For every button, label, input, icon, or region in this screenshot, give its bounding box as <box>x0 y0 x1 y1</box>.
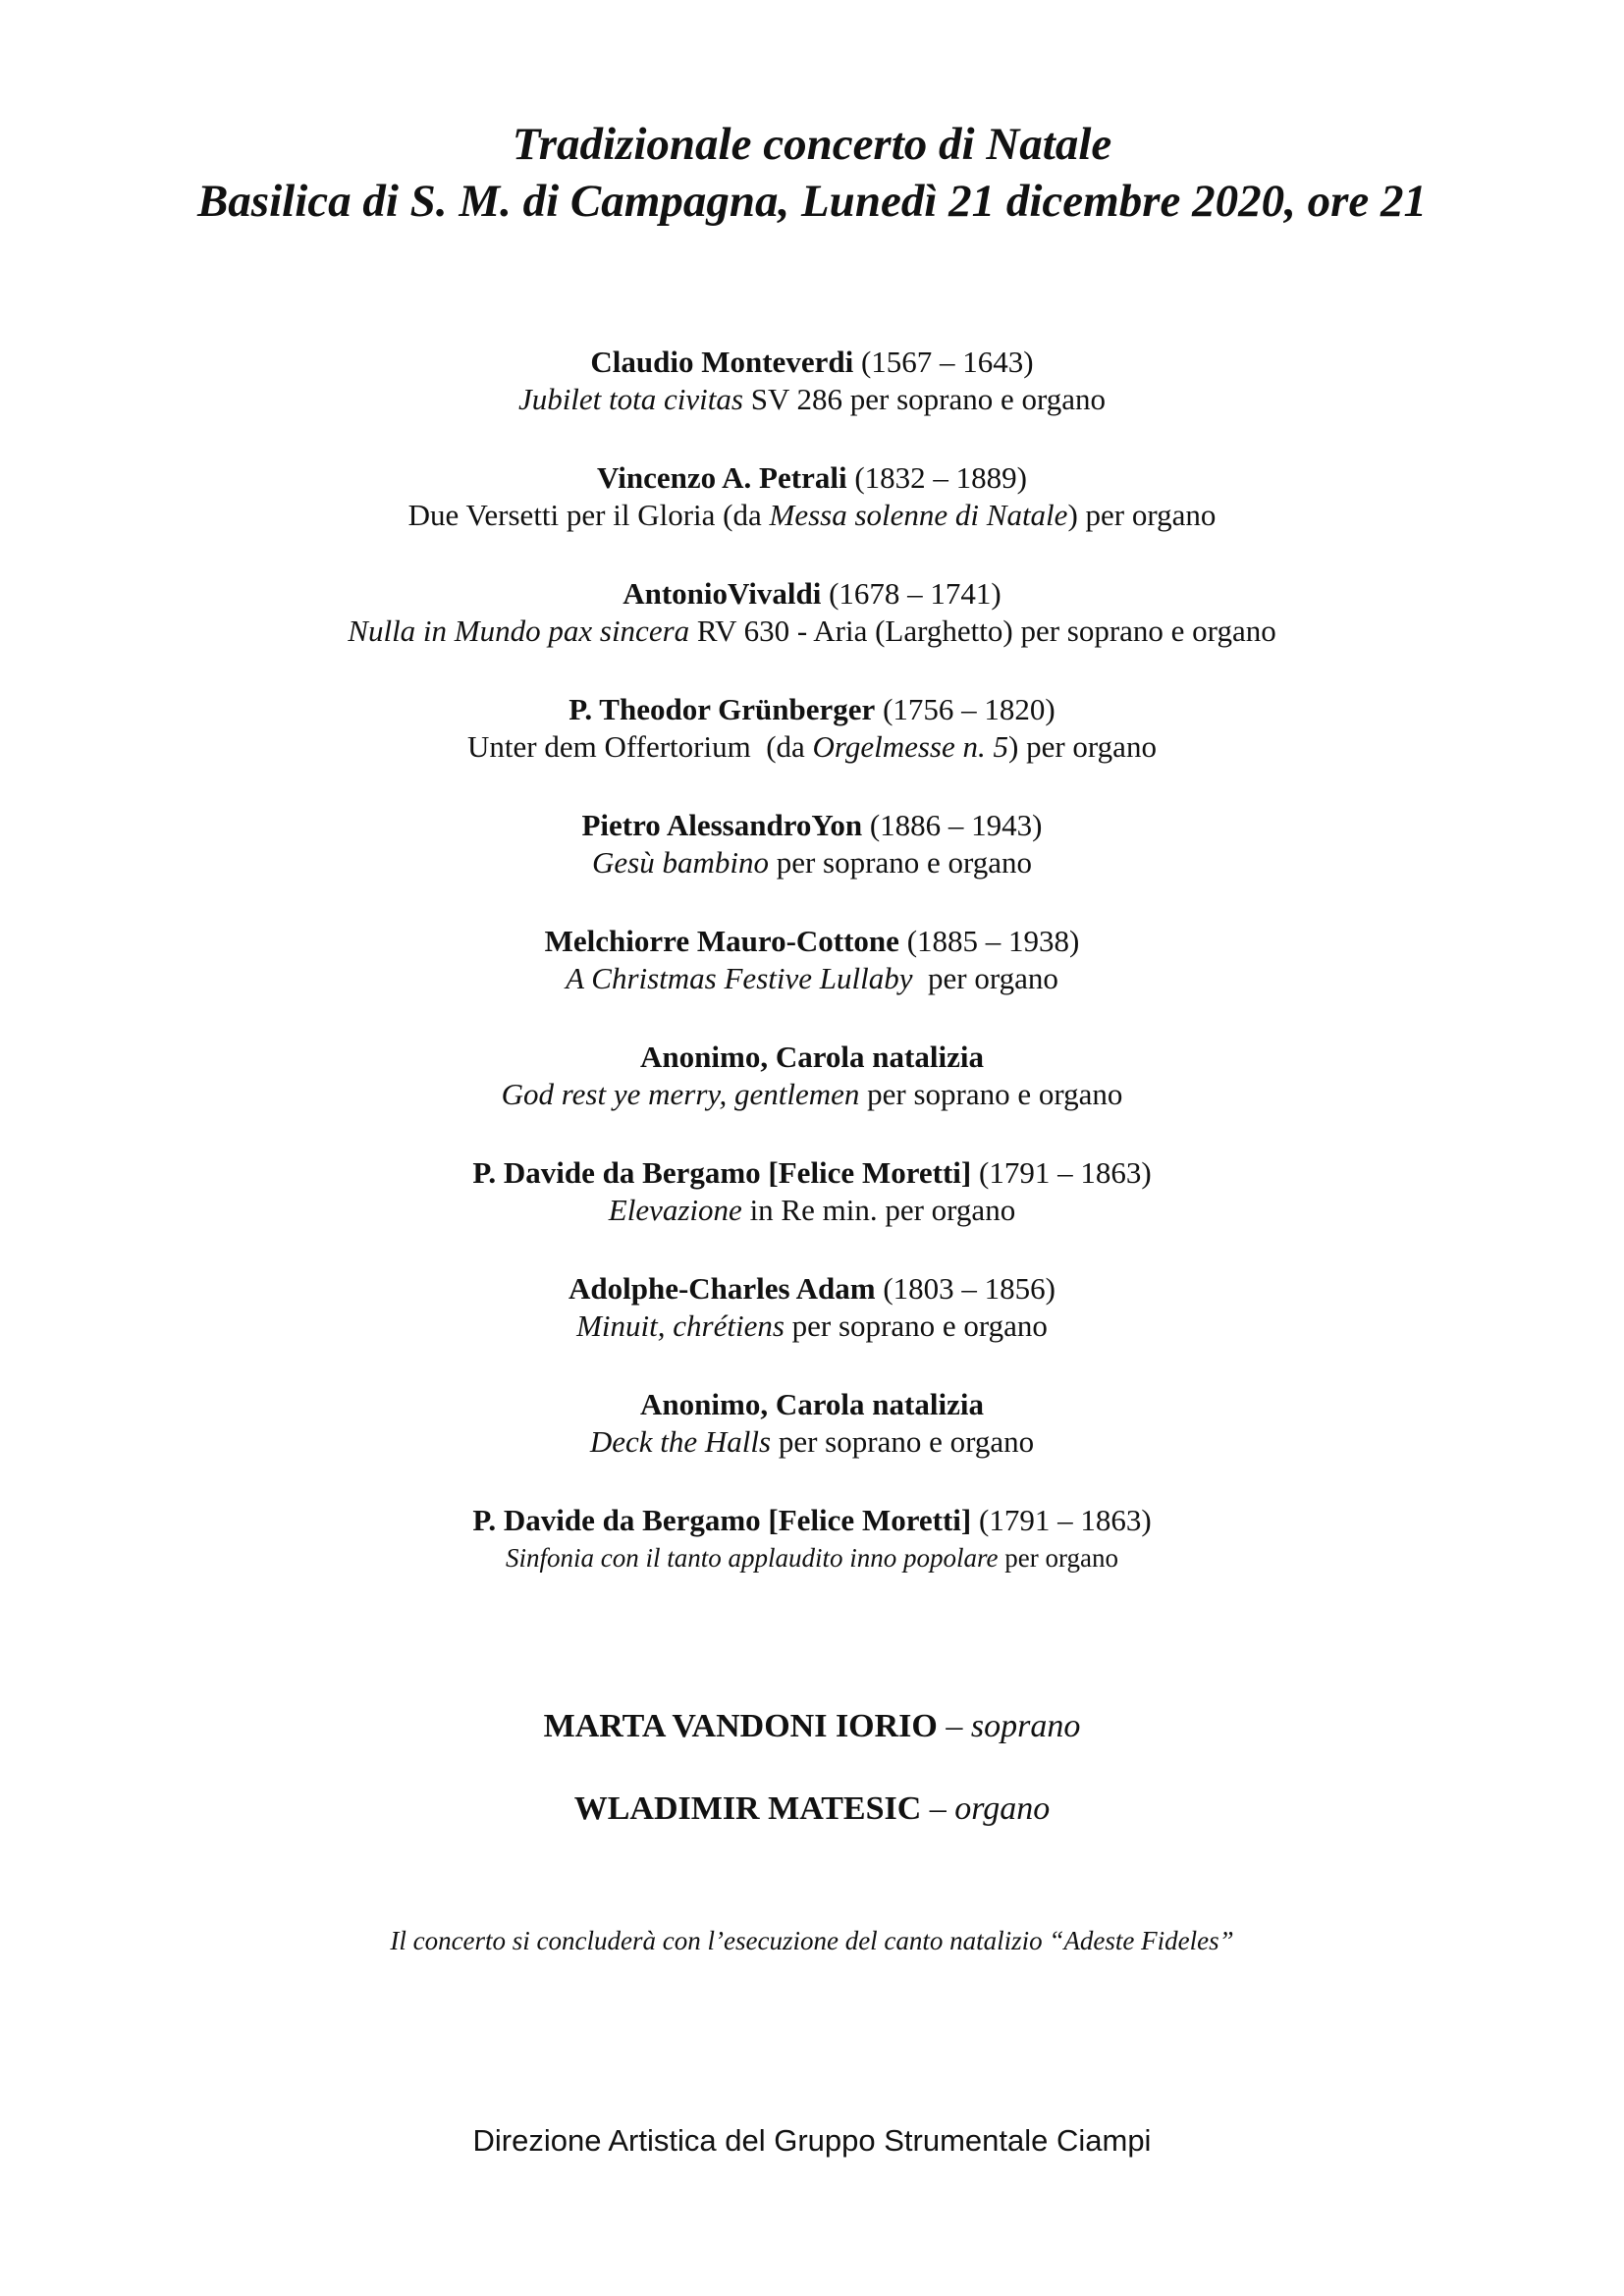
composer-line <box>0 691 1624 728</box>
composer-line <box>0 1386 1624 1423</box>
closing-note: Il concerto si concluderà con l’esecuzione del canto natalizio “Adeste Fideles” <box>390 1926 1234 1955</box>
work-line <box>0 960 1624 997</box>
work-title: Gesù bambino <box>592 845 769 880</box>
program-item <box>0 807 1624 923</box>
composer-dates: (1803 – 1856) <box>875 1271 1056 1306</box>
work-line <box>0 844 1624 881</box>
work-line <box>0 1308 1624 1345</box>
composer-dates: (1756 – 1820) <box>875 692 1056 726</box>
work-line <box>0 1539 1624 1576</box>
program-item <box>0 923 1624 1039</box>
performer-role: soprano <box>970 1708 1081 1744</box>
concert-venue-date: Basilica di S. M. di Campagna, Lunedì 21 dicembre 2020, ore 21 <box>196 176 1428 227</box>
composer-line <box>0 575 1624 613</box>
composer-line <box>0 1270 1624 1308</box>
work-line <box>0 497 1624 534</box>
composer-name: Melchiorre Mauro-Cottone <box>544 924 899 958</box>
program-item <box>0 1270 1624 1386</box>
work-detail: SV 286 per soprano e organo <box>742 382 1107 416</box>
work-title: Orgelmesse n. 5 <box>812 729 1009 764</box>
composer-dates: (1832 – 1889) <box>846 460 1027 495</box>
program-item <box>0 575 1624 691</box>
composer-line <box>0 459 1624 497</box>
program-list <box>0 344 1624 1618</box>
work-line <box>0 613 1624 650</box>
composer-dates: (1885 – 1938) <box>898 924 1080 958</box>
composer-dates: (1678 – 1741) <box>821 576 1001 611</box>
concert-header <box>0 116 1624 230</box>
performers <box>0 1706 1624 1871</box>
composer-name: AntonioVivaldi <box>623 576 822 611</box>
program-item <box>0 1039 1624 1154</box>
program-item <box>0 691 1624 807</box>
composer-name: Claudio Monteverdi <box>590 345 854 379</box>
composer-dates: (1791 – 1863) <box>971 1503 1152 1537</box>
work-detail: ) per organo <box>1008 729 1157 764</box>
performer-organ <box>0 1789 1624 1871</box>
work-line <box>0 1076 1624 1113</box>
program-item <box>0 1502 1624 1618</box>
composer-name: Anonimo, Carola natalizia <box>640 1040 984 1074</box>
performer-soprano <box>0 1706 1624 1789</box>
composer-dates: (1791 – 1863) <box>971 1155 1152 1190</box>
program-item <box>0 459 1624 575</box>
work-detail: per soprano e organo <box>771 1424 1035 1459</box>
composer-name: Adolphe-Charles Adam <box>568 1271 876 1306</box>
work-title: God rest ye merry, gentlemen <box>501 1077 860 1111</box>
work-title: Minuit, chrétiens <box>576 1308 785 1343</box>
work-detail: per soprano e organo <box>784 1308 1048 1343</box>
performer-name: MARTA VANDONI IORIO <box>543 1708 938 1744</box>
work-detail: per soprano e organo <box>859 1077 1123 1111</box>
composer-line <box>0 923 1624 960</box>
work-title: Messa solenne di Natale <box>769 498 1068 532</box>
performer-separator: – <box>921 1790 955 1827</box>
work-detail: RV 630 - Aria (Larghetto) per soprano e organo <box>689 614 1276 648</box>
work-detail: per organo <box>998 1543 1118 1573</box>
work-title: Jubilet tota civitas <box>517 382 743 416</box>
work-detail: ) per organo <box>1067 498 1217 532</box>
work-title: Deck the Halls <box>589 1424 772 1459</box>
composer-line <box>0 1039 1624 1076</box>
work-title: Sinfonia con il tanto applaudito inno popolare <box>506 1543 999 1573</box>
work-detail: per soprano e organo <box>768 845 1032 880</box>
work-line <box>0 381 1624 418</box>
work-detail: in Re min. per organo <box>741 1193 1016 1227</box>
work-title: Nulla in Mundo pax sincera <box>348 614 690 648</box>
program-item <box>0 1154 1624 1270</box>
composer-dates: (1886 – 1943) <box>862 808 1043 842</box>
performer-separator: – <box>937 1708 971 1744</box>
composer-line <box>0 1154 1624 1192</box>
composer-name: P. Davide da Bergamo [Felice Moretti] <box>472 1503 972 1537</box>
composer-name: Pietro AlessandroYon <box>581 808 863 842</box>
work-line <box>0 728 1624 766</box>
composer-name: P. Davide da Bergamo [Felice Moretti] <box>472 1155 972 1190</box>
artistic-direction-footer: Direzione Artistica del Gruppo Strumentale Ciampi <box>472 2123 1152 2158</box>
composer-name: Anonimo, Carola natalizia <box>640 1387 984 1421</box>
performer-role: organo <box>954 1790 1051 1827</box>
composer-line <box>0 1502 1624 1539</box>
work-detail: per organo <box>912 961 1058 995</box>
composer-line <box>0 807 1624 844</box>
composer-name: P. Theodor Grünberger <box>568 692 876 726</box>
composer-line <box>0 344 1624 381</box>
work-line <box>0 1423 1624 1461</box>
work-title: A Christmas Festive Lullaby <box>566 961 913 995</box>
program-item <box>0 1386 1624 1502</box>
concert-title: Tradizionale concerto di Natale <box>512 119 1112 170</box>
work-title: Elevazione <box>608 1193 742 1227</box>
performer-name: WLADIMIR MATESIC <box>573 1790 922 1827</box>
program-item <box>0 344 1624 459</box>
work-line <box>0 1192 1624 1229</box>
composer-dates: (1567 – 1643) <box>853 345 1034 379</box>
work-detail: Unter dem Offertorium (da <box>467 729 813 764</box>
work-detail: Due Versetti per il Gloria (da <box>407 498 770 532</box>
composer-name: Vincenzo A. Petrali <box>597 460 847 495</box>
